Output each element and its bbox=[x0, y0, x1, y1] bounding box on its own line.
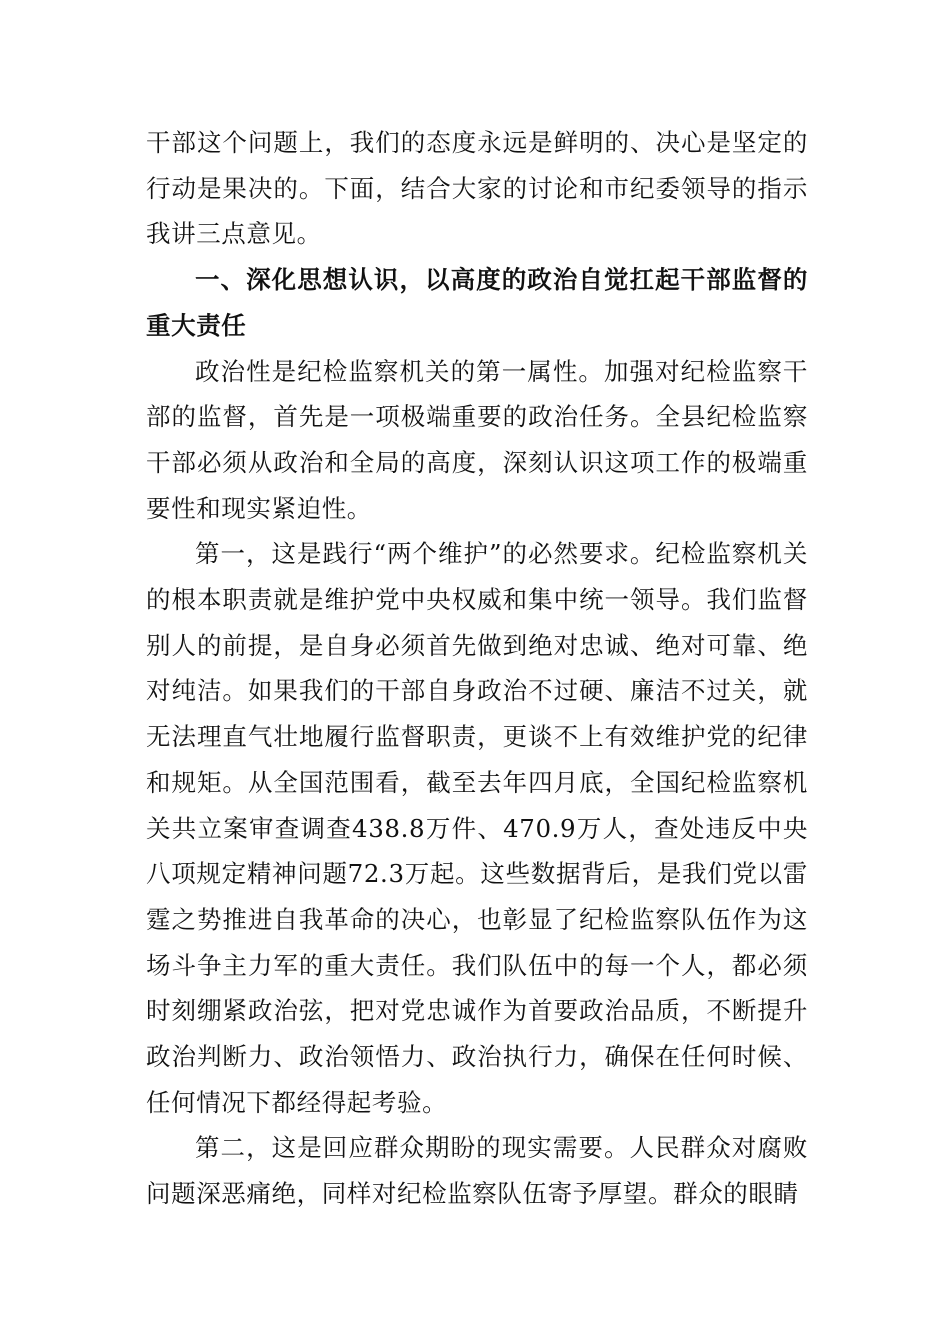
paragraph-continuation: 干部这个问题上，我们的态度永远是鲜明的、决心是坚定的行动是果决的。下面，结合大家的讨论和市纪委领导的指示我讲三点意见。 bbox=[146, 128, 808, 249]
document-body bbox=[146, 120, 808, 1217]
section-heading: 一、深化思想认识，以高度的政治自觉扛起干部监督的重大责任 bbox=[146, 265, 808, 340]
paragraph-second-point: 第二，这是回应群众期盼的现实需要。人民群众对腐败问题深恶痛绝，同样对纪检监察队伍寄予厚望。群众的眼睛 bbox=[146, 1133, 808, 1209]
paragraph-first-point: 第一，这是践行“两个维护”的必然要求。纪检监察机关的根本职责就是维护党中央权威和集中统一领导。我们监督别人的前提，是自身必须首先做到绝对忠诚、绝对可靠、绝对纯洁。如果我们的干部自身政治不过硬、廉洁不过关，就无法理直气壮地履行监督职责，更谈不上有效维护党的纪律和规矩。从全国范围看，截至去年四月底，全国纪检监察机关共立案审查调查438.8万件、470.9万人，查处违反中央八项规定精神问题72.3万起。这些数据背后，是我们党以雷霆之势推进自我革命的决心，也彰显了纪检监察队伍作为这场斗争主力军的重大责任。我们队伍中的每一个人，都必须时刻绷紧政治弦，把对党忠诚作为首要政治品质，不断提升政治判断力、政治领悟力、政治执行力，确保在任何时候、任何情况下都经得起考验。 bbox=[146, 539, 808, 1117]
paragraph-political-nature: 政治性是纪检监察机关的第一属性。加强对纪检监察干部的监督，首先是一项极端重要的政治任务。全县纪检监察干部必须从政治和全局的高度，深刻认识这项工作的极端重要性和现实紧迫性。 bbox=[146, 356, 808, 523]
